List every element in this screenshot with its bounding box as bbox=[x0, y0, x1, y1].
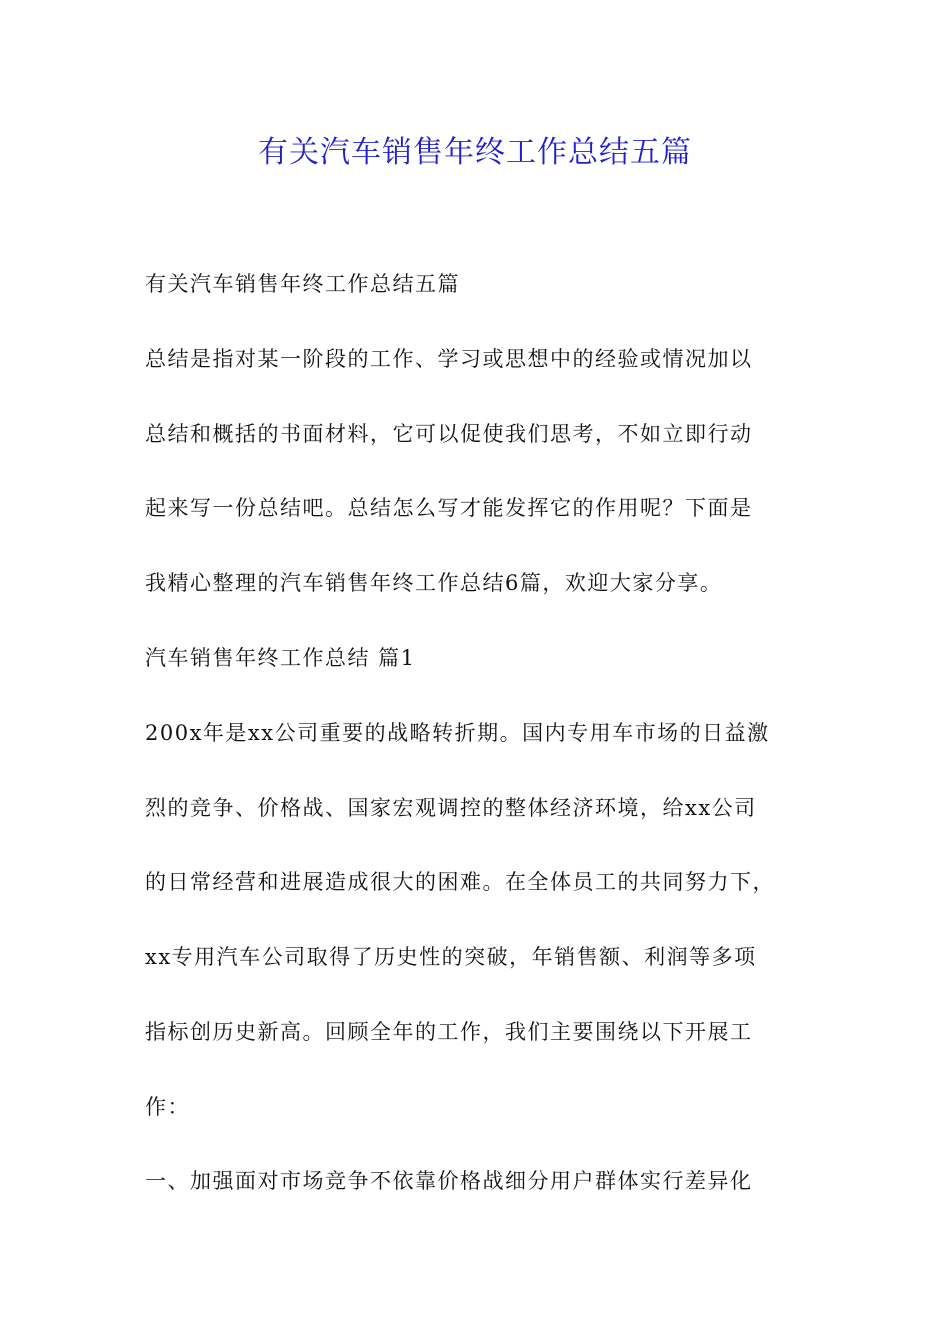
body-line: 作： bbox=[145, 1095, 190, 1119]
document-title: 有关汽车销售年终工作总结五篇 bbox=[258, 135, 692, 170]
body-line: 烈的竞争、价格战、国家宏观调控的整体经济环境，给xx公司 bbox=[145, 796, 757, 820]
subtitle: 有关汽车销售年终工作总结五篇 bbox=[145, 272, 460, 296]
intro-line: 我精心整理的汽车销售年终工作总结6篇，欢迎大家分享。 bbox=[145, 571, 723, 595]
intro-line: 总结和概括的书面材料，它可以促使我们思考，不如立即行动 bbox=[145, 422, 753, 446]
intro-line: 起来写一份总结吧。总结怎么写才能发挥它的作用呢？下面是 bbox=[145, 496, 753, 520]
body-line: 指标创历史新高。回顾全年的工作，我们主要围绕以下开展工 bbox=[145, 1020, 753, 1044]
intro-line: 总结是指对某一阶段的工作、学习或思想中的经验或情况加以 bbox=[145, 347, 753, 371]
body-line: xx专用汽车公司取得了历史性的突破，年销售额、利润等多项 bbox=[145, 945, 757, 969]
body-line: 200x年是xx公司重要的战略转折期。国内专用车市场的日益激 bbox=[145, 721, 770, 745]
point-one: 一、加强面对市场竞争不依靠价格战细分用户群体实行差异化 bbox=[145, 1169, 753, 1193]
section-heading: 汽车销售年终工作总结 篇1 bbox=[145, 646, 416, 670]
body-line: 的日常经营和进展造成很大的困难。在全体员工的共同努力下， bbox=[145, 870, 775, 894]
